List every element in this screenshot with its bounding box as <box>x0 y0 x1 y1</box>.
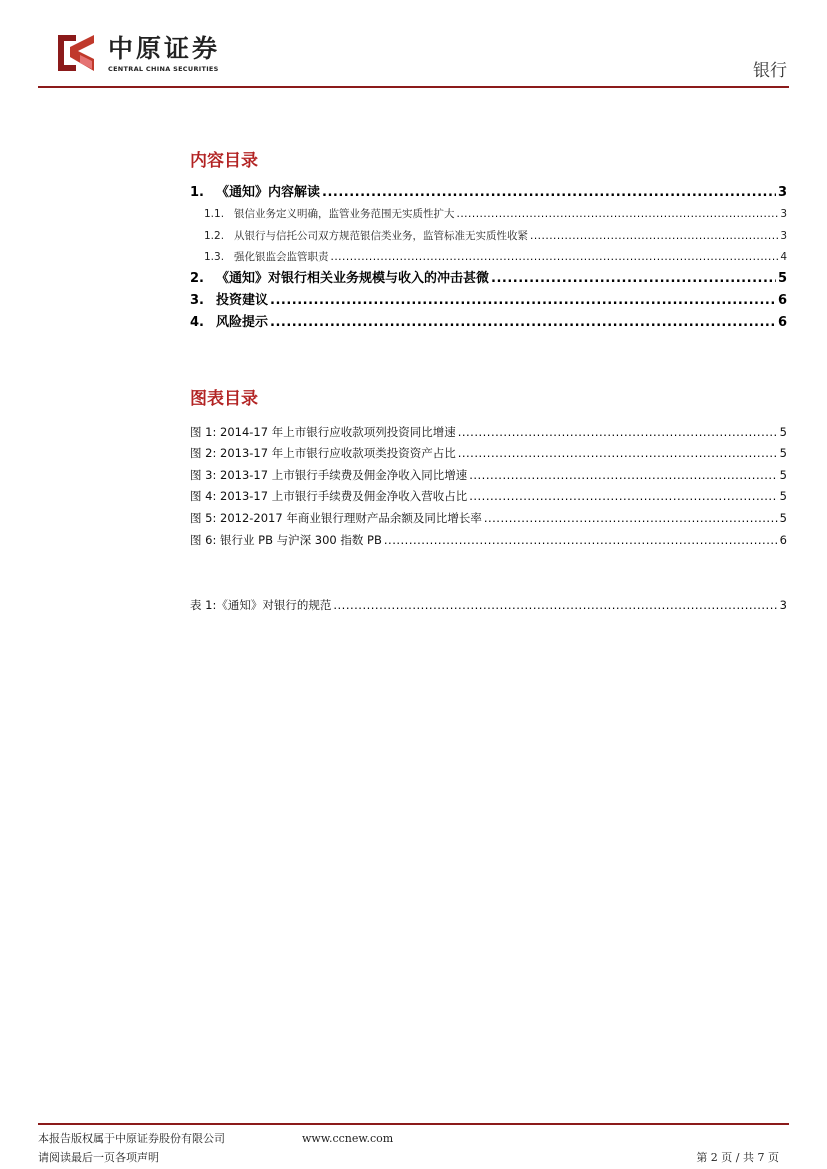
toc-item-number: 2. <box>190 271 204 286</box>
dot-leader <box>322 184 776 202</box>
toc-item-label: 风险提示 <box>216 315 269 330</box>
header-divider <box>38 86 789 88</box>
toc-item-page: 3 <box>777 185 787 200</box>
toc-item[interactable] <box>190 206 787 222</box>
toc-item-page: 5 <box>777 271 787 286</box>
footer-website-link[interactable]: www.ccnew.com <box>302 1132 394 1145</box>
sector-label: 银行 <box>753 61 787 81</box>
dot-leader <box>457 206 779 222</box>
footer-divider <box>38 1123 789 1125</box>
figure-list-page: 6 <box>779 533 787 547</box>
figure-list-label: 图 5: 2012-2017 年商业银行理财产品余额及同比增长率 <box>190 511 482 525</box>
toc-item-label: 《通知》对银行相关业务规模与收入的冲击甚微 <box>216 271 490 286</box>
dot-leader <box>458 424 778 441</box>
dot-leader <box>458 445 778 462</box>
dot-leader <box>270 292 776 310</box>
dot-leader <box>333 597 777 614</box>
toc-item-page: 3 <box>780 230 787 242</box>
dot-leader <box>484 510 778 527</box>
figure-list-page: 5 <box>779 425 787 439</box>
dot-leader <box>469 488 777 505</box>
table-list-page: 3 <box>779 598 787 612</box>
toc-item-number: 1.1. <box>204 208 225 220</box>
figure-list-page: 5 <box>779 446 787 460</box>
toc-item-page: 3 <box>780 208 787 220</box>
toc-item[interactable] <box>190 292 787 310</box>
company-name-en: CENTRAL CHINA SECURITIES <box>108 65 219 73</box>
toc-item-number: 1.3. <box>204 251 225 263</box>
table-list-item[interactable] <box>190 597 787 614</box>
toc-item-number: 1. <box>190 185 204 200</box>
toc-item-label: 强化银监会监管职责 <box>234 251 329 263</box>
figure-list-page: 5 <box>779 489 787 503</box>
figure-list-item[interactable] <box>190 467 787 484</box>
toc-item-page: 6 <box>777 315 787 330</box>
figure-list-title: 图表目录 <box>190 389 258 409</box>
figure-list-page: 5 <box>779 511 787 525</box>
dot-leader <box>331 249 779 265</box>
toc-item-number: 1.2. <box>204 230 225 242</box>
footer-copyright: 本报告版权属于中原证券股份有限公司 <box>38 1132 225 1145</box>
dot-leader <box>491 270 776 288</box>
figure-list-label: 图 4: 2013-17 上市银行手续费及佣金净收入营收占比 <box>190 489 468 503</box>
toc-item-label: 从银行与信托公司双方规范银信类业务，监管标准无实质性收紧 <box>234 230 528 242</box>
toc-item-number: 3. <box>190 293 204 308</box>
toc-title: 内容目录 <box>190 151 258 171</box>
figure-list-page: 5 <box>779 468 787 482</box>
toc-item-label: 银信业务定义明确，监管业务范围无实质性扩大 <box>234 208 455 220</box>
figure-list-label: 图 1: 2014-17 年上市银行应收款项列投资同比增速 <box>190 425 456 439</box>
toc-item-page: 4 <box>780 251 787 263</box>
figure-list-label: 图 2: 2013-17 年上市银行应收款项类投资资产占比 <box>190 446 456 460</box>
figure-list-item[interactable] <box>190 488 787 505</box>
company-name-cn: 中原证券 <box>108 34 221 63</box>
figure-list-label: 图 6: 银行业 PB 与沪深 300 指数 PB <box>190 533 382 547</box>
toc-item[interactable] <box>190 270 787 288</box>
dot-leader <box>530 228 778 244</box>
figure-list-item[interactable] <box>190 445 787 462</box>
footer-page-info: 第 2 页 / 共 7 页 <box>696 1151 779 1164</box>
company-logo-mark <box>54 31 98 75</box>
toc-item[interactable] <box>190 249 787 265</box>
figure-list-item[interactable] <box>190 532 787 549</box>
toc-item-page: 6 <box>777 293 787 308</box>
figure-list-item[interactable] <box>190 510 787 527</box>
footer-disclaimer: 请阅读最后一页各项声明 <box>38 1151 159 1164</box>
toc-item-label: 投资建议 <box>216 293 269 308</box>
dot-leader <box>270 314 776 332</box>
figure-list-item[interactable] <box>190 424 787 441</box>
table-list-label: 表 1:《通知》对银行的规范 <box>190 598 332 612</box>
toc-item[interactable] <box>190 228 787 244</box>
toc-item-number: 4. <box>190 315 204 330</box>
dot-leader <box>469 467 777 484</box>
dot-leader <box>384 532 778 549</box>
toc-item[interactable] <box>190 314 787 332</box>
toc-item-label: 《通知》内容解读 <box>216 185 321 200</box>
figure-list-label: 图 3: 2013-17 上市银行手续费及佣金净收入同比增速 <box>190 468 468 482</box>
toc-item[interactable] <box>190 184 787 202</box>
